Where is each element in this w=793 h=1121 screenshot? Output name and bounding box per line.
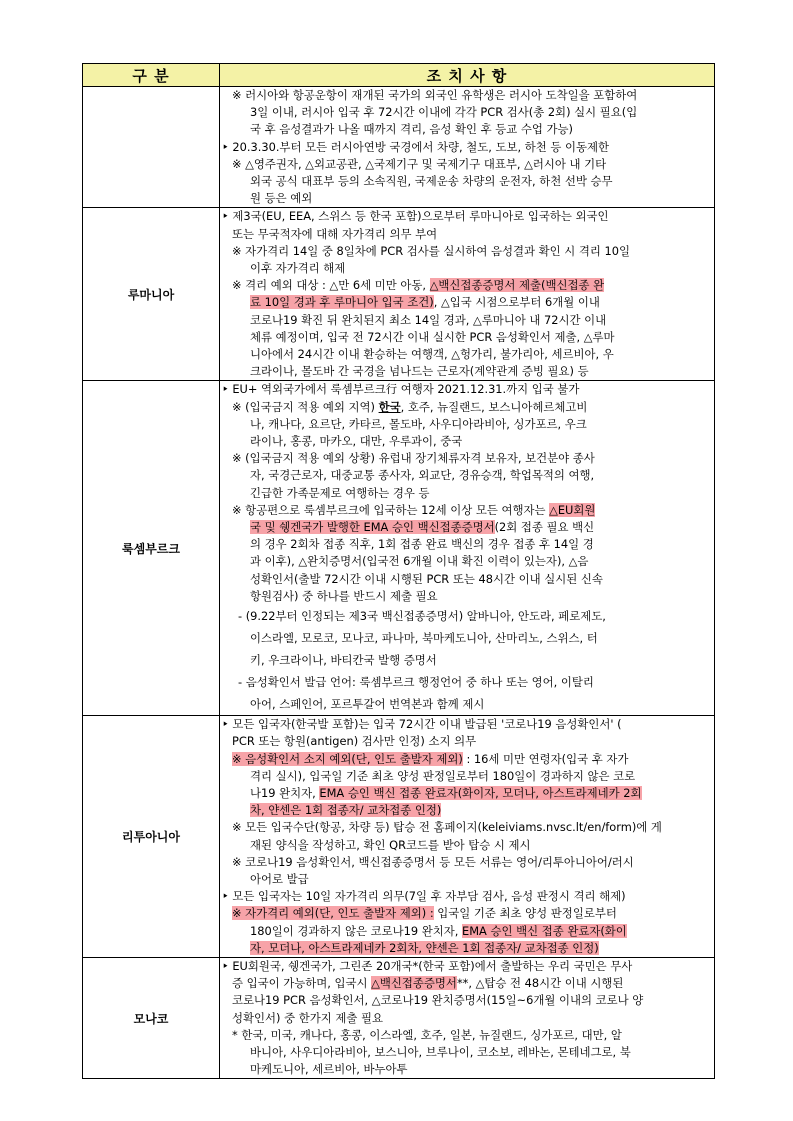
text-line: ※ 자가격리 예외(단, 인도 출발자 제외) : 입국일 기준 최초 양성 판정일로부터: [232, 906, 617, 921]
text-line: 과 이후), △완치증명서(입국전 6개월 이내 확진 이력이 있는자), △음: [250, 554, 589, 569]
text-line: ※ 코로나19 음성확인서, 백신접종증명서 등 모든 서류는 영어/리투아니아어/러시: [232, 854, 634, 869]
text-line: 재된 양식을 작성하고, 확인 QR코드를 받아 탑승 시 제시: [250, 837, 531, 852]
text-line: 바니아, 사우디아라비아, 보스니아, 브루나이, 코소보, 레바논, 몬테네그로, 북: [250, 1044, 631, 1059]
lithuania-measures: [220, 716, 715, 958]
monaco-measures: [220, 957, 715, 1078]
romania-measures: [220, 208, 715, 381]
text-line: 외국 공식 대표부 등의 소속직원, 국제운송 차량의 운전자, 하천 선박 승무: [250, 174, 613, 189]
text-line: 성확인서(출발 72시간 이내 시행된 PCR 또는 48시간 이내 실시된 신속: [250, 571, 603, 586]
highlight: ※ 자가격리 예외(단, 인도 출발자 제외) :: [232, 906, 434, 921]
text-line: ‣ 모든 입국자(한국발 포함)는 입국 72시간 이내 발급된 '코로나19 음성확인서' (: [222, 717, 622, 732]
text-line: 아어로 발급: [250, 871, 309, 886]
text-line: ※ 모든 입국수단(항공, 차량 등) 탑승 전 홈페이지(keleiviams.nvsc.lt/en/form)에 게: [232, 820, 662, 835]
text-line: 원 등은 예외: [250, 191, 313, 206]
table-row: [83, 87, 715, 208]
table-row: [83, 716, 715, 958]
text-line: 또는 무국적자에 대해 자가격리 의무 부여: [232, 226, 438, 241]
text-line: ※ 격리 예외 대상 : △만 6세 미만 아동, △백신접종증명서 제출(백신접종 완: [232, 278, 605, 293]
text-line: ※ 자가격리 14일 중 8일차에 PCR 검사를 실시하여 음성결과 확인 시 격리 10일: [232, 243, 631, 258]
country-name-empty: [83, 87, 220, 208]
text-line: 코로나19 확진 뒤 완치된지 최소 14일 경과, △루마니아 내 72시간 이내: [250, 312, 607, 327]
text-line: 코로나19 PCR 음성확인서, △코로나19 완치증명서(15일~6개월 이내의 코로나 양: [232, 993, 644, 1008]
highlight: △백신접종증명서 제출(백신접종 완: [429, 278, 605, 293]
highlight: 자, 모더나, 아스트라제네카 2회차, 얀센은 1회 접종자/ 교차접종 인정): [250, 940, 599, 955]
text-line: 3일 이내, 러시아 입국 후 72시간 이내에 각각 PCR 검사(총 2회) 실시 필요(입: [250, 105, 638, 120]
text-line: 마케도니아, 세르비아, 바누아투: [250, 1062, 408, 1077]
text-line: ※ (입국금지 적용 예외 지역) 한국, 호주, 뉴질랜드, 보스니아헤르체고비: [232, 399, 588, 414]
highlight: △백신접종증명서: [371, 976, 457, 991]
text-line: 국 및 쉥겐국가 발행한 EMA 승인 백신접종증명서(2회 접종 필요 백신: [250, 520, 595, 535]
text-line: 료 10일 경과 후 루마니아 입국 조건), △입국 시점으로부터 6개월 이내: [250, 295, 600, 310]
header-category: 구 분: [83, 64, 220, 87]
text-line: 이후 자가격리 해제: [250, 261, 346, 276]
text-line: 나, 캐나다, 요르단, 카타르, 몰도바, 사우디아라비아, 싱가포르, 우크: [250, 416, 587, 431]
table-header: [83, 64, 715, 87]
measures-table: [82, 63, 715, 1079]
header-measures: 조 치 사 항: [220, 64, 715, 87]
highlight: EMA 승인 백신 접종 완료자(화이자, 모더나, 아스트라제네카 2회: [319, 785, 642, 800]
text-line: - (9.22부터 인정되는 제3국 백신접종증명서) 알바니아, 안도라, 페로제도,: [238, 609, 606, 624]
table-row: [83, 381, 715, 716]
text-line: 아어, 스페인어, 포르투갈어 번역본과 함께 제시: [250, 697, 485, 712]
highlight: EMA 승인 백신 접종 완료자(화이: [462, 923, 627, 938]
text-line: 증 입국이 가능하며, 입국시 △백신접종증명서**, △탑승 전 48시간 이내 시행된: [232, 976, 624, 991]
table-row: [83, 957, 715, 1078]
text-line: 국 후 음성결과가 나올 때까지 격리, 음성 확인 후 등교 수업 가능): [250, 122, 573, 137]
highlight: ※ 음성확인서 소지 예외(단, 인도 출발자 제외): [232, 751, 463, 766]
country-name: 룩셈부르크: [83, 381, 220, 716]
text-line: 크라이나, 몰도바 간 국경을 넘나드는 근로자(계약관계 증빙 필요) 등: [250, 364, 589, 379]
text-line: 긴급한 가족문제로 여행하는 경우 등: [250, 485, 430, 500]
text-line: ※ 음성확인서 소지 예외(단, 인도 출발자 제외) : 16세 미만 연령자(입국 후 자가: [232, 751, 629, 766]
text-line: ‣ EU+ 역외국가에서 룩셈부르크行 여행자 2021.12.31.까지 입국 불가: [222, 382, 580, 397]
text-line: ‣ EU회원국, 쉥겐국가, 그린존 20개국*(한국 포함)에서 출발하는 우리 국민은 무사: [222, 958, 633, 973]
russia-measures: [220, 87, 715, 208]
text-line: 성확인서) 중 한가지 제출 필요: [232, 1010, 383, 1025]
emphasis: 한국: [378, 399, 401, 414]
country-name: 모나코: [83, 957, 220, 1078]
text-line: 체류 예정이며, 입국 전 72시간 이내 실시한 PCR 음성확인서 제출, △루마: [250, 329, 615, 344]
text-line: ※ 러시아와 항공운항이 재개된 국가의 외국인 유학생은 러시아 도착일을 포함하여: [232, 88, 638, 102]
text-line: * 한국, 미국, 캐나다, 홍콩, 이스라엘, 호주, 일본, 뉴질랜드, 싱가포르, 대만, 알: [232, 1027, 622, 1042]
highlight: 국 및 쉥겐국가 발행한 EMA 승인 백신접종증명서: [250, 520, 495, 535]
country-name: 리투아니아: [83, 716, 220, 958]
text-line: - 음성확인서 발급 언어: 룩셈부르크 행정언어 중 하나 또는 영어, 이탈리: [238, 675, 594, 690]
highlight: 차, 얀센은 1회 접종자/ 교차접종 인정): [250, 803, 442, 818]
text-line: 자, 국경근로자, 대중교통 종사자, 외교단, 경유승객, 학업목적의 여행,: [250, 468, 595, 483]
text-line: 이스라엘, 모로코, 모나코, 파나마, 북마케도니아, 산마리노, 스위스, 터: [250, 631, 598, 646]
text-line: ※ 항공편으로 룩셈부르크에 입국하는 12세 이상 모든 여행자는 △EU회원: [232, 502, 596, 517]
text-line: [220, 802, 714, 819]
text-line: 키, 우크라이나, 바티칸국 발행 증명서: [250, 653, 437, 668]
text-line: [220, 940, 714, 957]
text-line: ‣ 제3국(EU, EEA, 스위스 등 한국 포함)으로부터 루마니아로 입국하는 외국인: [222, 209, 609, 224]
text-line: ※ (입국금지 적용 예외 상황) 유럽내 장기체류자격 보유자, 보건분야 종사: [232, 451, 595, 466]
text-line: 180일이 경과하지 않은 코로나19 완치자, EMA 승인 백신 접종 완료자(화이: [250, 923, 627, 938]
highlight: 료 10일 경과 후 루마니아 입국 조건): [250, 295, 434, 310]
highlight: △EU회원: [549, 502, 596, 517]
text-line: 항원검사) 중 하나를 반드시 제출 필요: [250, 588, 438, 603]
text-line: 격리 실시), 입국일 기준 최초 양성 판정일로부터 180일이 경과하지 않은 코로: [250, 768, 636, 783]
country-name: 루마니아: [83, 208, 220, 381]
text-line: ‣ 모든 입국자는 10일 자가격리 의무(7일 후 자부담 검사, 음성 판정시 격리 해제): [222, 889, 626, 904]
table-row: [83, 208, 715, 381]
text-line: 라이나, 홍콩, 마카오, 대만, 우루과이, 중국: [250, 434, 463, 449]
text-line: ※ △영주권자, △외교공관, △국제기구 및 국제기구 대표부, △러시아 내 기타: [232, 156, 607, 171]
text-line: PCR 또는 항원(antigen) 검사만 인정) 소지 의무: [232, 734, 477, 749]
text-line: 니아에서 24시간 이내 환승하는 여행객, △헝가리, 불가리아, 세르비아, 우: [250, 347, 614, 362]
text-line: 의 경우 2회차 접종 직후, 1회 접종 완료 백신의 경우 접종 후 14일 경: [250, 537, 594, 552]
text-line: 나19 완치자, EMA 승인 백신 접종 완료자(화이자, 모더나, 아스트라제네카 2회: [250, 785, 642, 800]
text-line: ‣ 20.3.30.부터 모든 러시아연방 국경에서 차량, 철도, 도보, 하천 등 이동제한: [222, 139, 609, 154]
luxembourg-measures: [220, 381, 715, 716]
